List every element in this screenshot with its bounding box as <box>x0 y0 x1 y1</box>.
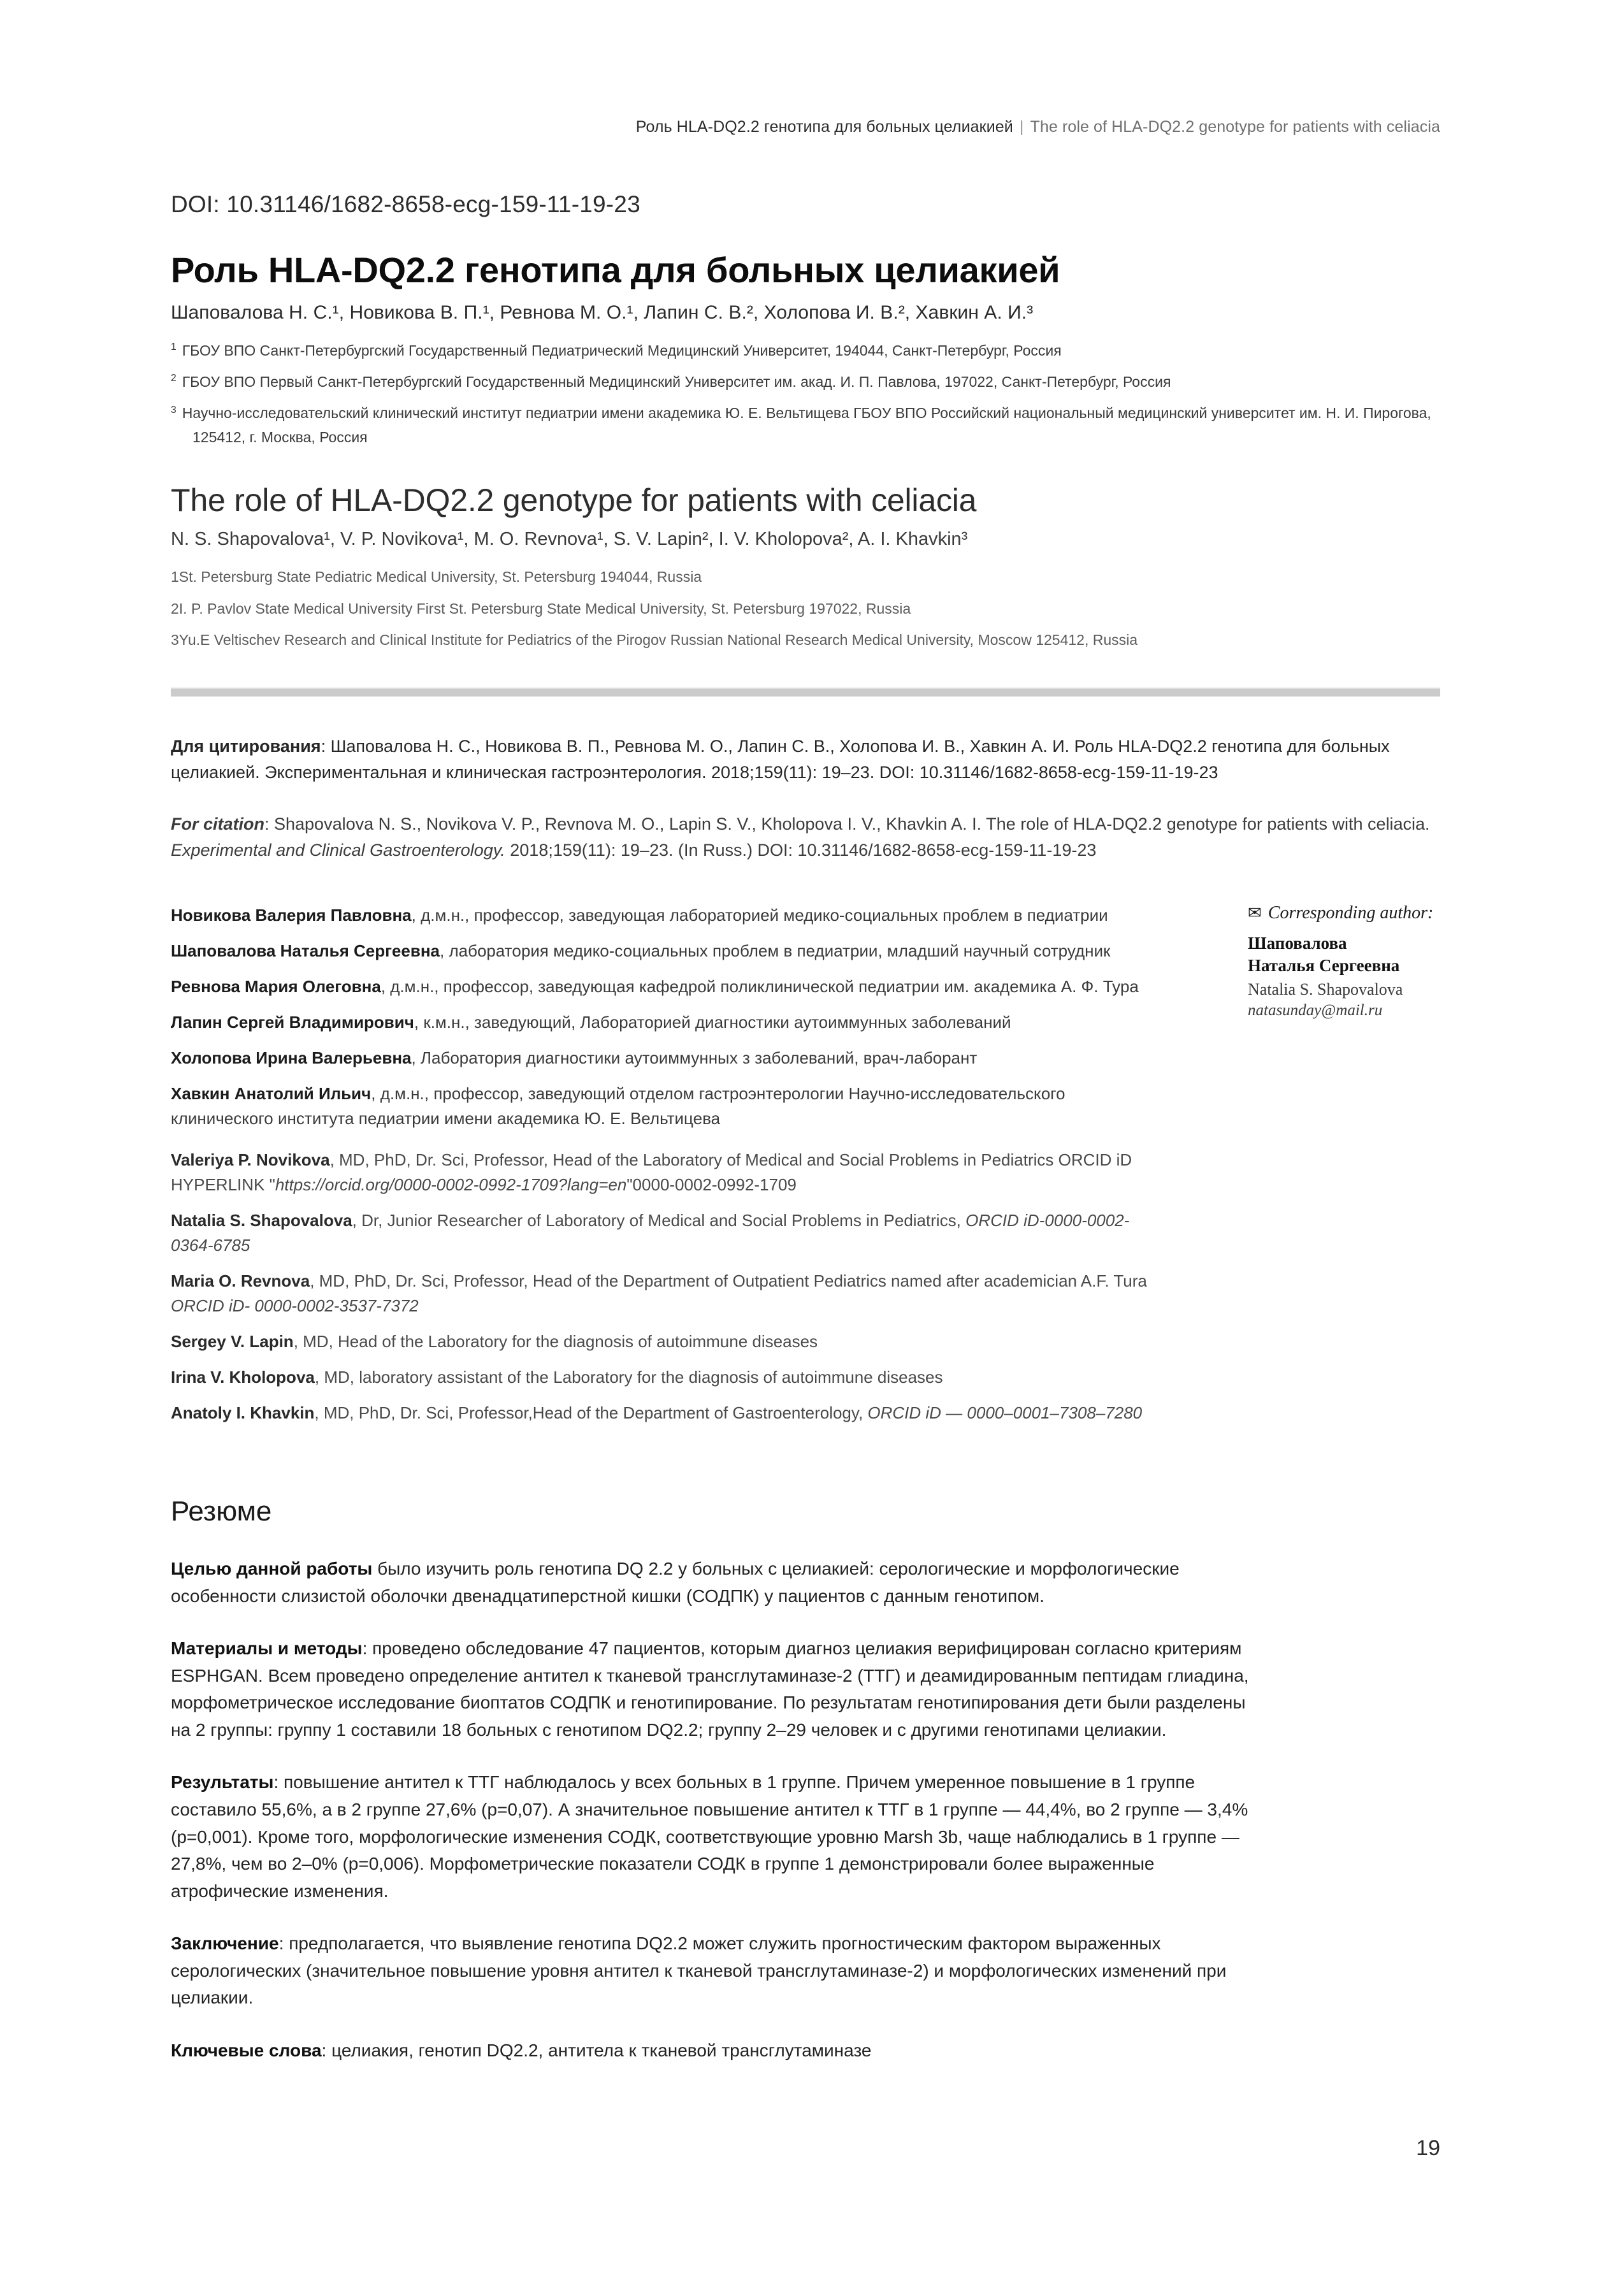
affiliation-text: ГБОУ ВПО Санкт-Петербургский Государственный Педиатрический Медицинский Университет, 194044, Санкт-Петербург, Россия <box>182 342 1062 359</box>
author-name: Maria O. Revnova <box>171 1271 310 1291</box>
author-role: , MD, PhD, Dr. Sci, Professor, Head of the Department of Outpatient Pediatrics named after academician A.F. Tura <box>310 1271 1147 1291</box>
affiliation-text: Научно-исследовательский клинический институт педиатрии имени академика Ю. Е. Вельтищева ГБОУ ВПО Российский национальный медицинский университет им. Н. И. Пирогова, 125412, г. Москва, Россия <box>182 405 1431 445</box>
affiliation-number: 1 <box>171 568 179 586</box>
author-bio-item <box>171 939 1165 964</box>
author-role: , лаборатория медико-социальных проблем в педиатрии, младший научный сотрудник <box>440 941 1111 961</box>
abstract-section-label: Материалы и методы <box>171 1638 363 1659</box>
author-orcid: ORCID iD — 0000–0001–7308–7280 <box>867 1403 1143 1423</box>
page-title-en: The role of HLA-DQ2.2 genotype for patients with celiacia <box>171 482 977 518</box>
author-name: Хавкин Анатолий Ильич <box>171 1084 372 1104</box>
author-role: , д.м.н., профессор, заведующая лабораторией медико-социальных проблем в педиатрии <box>411 906 1108 925</box>
abstract-section <box>171 1769 1254 1905</box>
author-bio-item <box>171 1269 1165 1318</box>
abstract-section-text: было изучить роль генотипа DQ 2.2 у больных с целиакией: серологические и морфологические особенности слизистой оболочки двенадцатиперстной кишки (СОДПК) у пациентов с данным генотипом. <box>171 1559 1180 1606</box>
citation-en-part2: 2018;159(11): 19–23. (In Russ.) DOI: 10.31146/1682-8658-ecg-159-11-19-23 <box>505 841 1097 860</box>
author-name: Новикова Валерия Павловна <box>171 906 412 925</box>
abstract-keywords <box>171 2037 1254 2065</box>
author-bio-item <box>171 1010 1165 1035</box>
corresponding-author-email[interactable]: natasunday@mail.ru <box>1248 1002 1383 1020</box>
running-head-en: The role of HLA-DQ2.2 genotype for patients with celiacia <box>1030 118 1440 136</box>
keywords-text: : целиакия, генотип DQ2.2, антитела к тканевой трансглутаминазе <box>321 2040 872 2060</box>
abstract-body <box>171 1556 1440 2064</box>
abstract-heading: Резюме <box>171 1496 272 1527</box>
author-bio-item <box>171 1329 1165 1354</box>
envelope-icon: ✉ <box>1248 904 1262 923</box>
running-head-separator: | <box>1019 118 1024 136</box>
author-bio-item <box>171 974 1165 999</box>
corresponding-author-surname: Шаповалова <box>1248 934 1347 953</box>
running-head <box>636 118 1440 136</box>
corresponding-author-label: Corresponding author: <box>1268 903 1434 923</box>
affiliation-number: 2 <box>171 373 177 384</box>
affiliations-ru <box>171 339 1440 449</box>
authors-list-ru: Шаповалова Н. С.¹, Новикова В. П.¹, Ревнова М. О.¹, Лапин С. В.², Холопова И. В.², Хавкин А. И.³ <box>171 301 1034 323</box>
author-role: , Dr, Junior Researcher of Laboratory of Medical and Social Problems in Pediatrics, <box>352 1211 966 1231</box>
author-name: Anatoly I. Khavkin <box>171 1403 315 1423</box>
author-role: , MD, PhD, Dr. Sci, Professor,Head of the Department of Gastroenterology, <box>314 1403 868 1423</box>
author-details-block <box>171 903 1440 1426</box>
abstract-section-text: : проведено обследование 47 пациентов, которым диагноз целиакия верифицирован согласно критериям ESPHGAN. Всем проведено определение антител к тканевой трансглутаминазе-2 (ТТГ) и деамидированным пептидам глиадина, морфометрическое исследование биоптатов СОДПК и генотипирование. По результатам генотипирования дети были разделены на 2 группы: группу 1 составили 18 больных с генотипом DQ2.2; группу 2–29 человек и с другими генотипами целиакии. <box>171 1638 1249 1740</box>
author-bio-item <box>171 903 1165 928</box>
keywords-label: Ключевые слова <box>171 2040 322 2060</box>
author-bios-en <box>171 1148 1165 1426</box>
author-name: Ревнова Мария Олеговна <box>171 977 381 997</box>
author-bios <box>171 903 1165 1426</box>
author-bios-ru <box>171 903 1165 1131</box>
page-number: 19 <box>1416 2136 1440 2160</box>
author-bio-item <box>171 1081 1165 1131</box>
affiliation-item <box>171 628 1440 652</box>
citation-en <box>171 811 1440 863</box>
affiliation-text: Yu.E Veltischev Research and Clinical Institute for Pediatrics of the Pirogov Russian National Research Medical University, Moscow 125412, Russia <box>178 631 1138 648</box>
author-orcid: ORCID iD-0000-0002-0364-6785 <box>171 1211 1130 1255</box>
corresponding-author-given: Наталья Сергеевна <box>1248 955 1400 975</box>
citation-ru-body: : Шаповалова Н. С., Новикова В. П., Ревнова М. О., Лапин С. В., Холопова И. В., Хавкин А. И. Роль HLA-DQ2.2 генотипа для больных целиакией. Экспериментальная и клиническая гастроэнтерология. 2018;159(11): 19–23. DOI: 10.31146/1682-8658-ecg-159-11-19-23 <box>171 737 1390 783</box>
author-role: , д.м.н., профессор, заведующий отделом гастроэнтерологии Научно-исследовательского клинического института педиатрии имени академика Ю. Е. Вельтицева <box>171 1084 1066 1129</box>
article-content <box>171 191 1440 2090</box>
abstract-section <box>171 1556 1254 1610</box>
author-orcid: https://orcid.org/0000-0002-0992-1709?lang=en <box>275 1175 627 1195</box>
corresponding-author-name-en: Natalia S. Shapovalova <box>1248 980 1403 999</box>
affiliation-number: 1 <box>171 342 177 353</box>
author-bio-item <box>171 1208 1165 1258</box>
author-name: Лапин Сергей Владимирович <box>171 1013 414 1032</box>
running-head-ru: Роль HLA-DQ2.2 генотипа для больных целиакией <box>635 118 1013 136</box>
affiliation-text: St. Petersburg State Pediatric Medical University, St. Petersburg 194044, Russia <box>178 568 702 586</box>
doi-line: DOI: 10.31146/1682-8658-ecg-159-11-19-23 <box>171 191 640 217</box>
citation-en-journal: Experimental and Clinical Gastroenterology. <box>171 841 505 860</box>
author-name: Холопова Ирина Валерьевна <box>171 1048 412 1068</box>
author-orcid: ORCID iD- 0000-0002-3537-7372 <box>171 1296 419 1316</box>
author-name: Sergey V. Lapin <box>171 1332 294 1352</box>
author-orcid-tail: "0000-0002-0992-1709 <box>626 1175 797 1195</box>
author-role: , д.м.н., профессор, заведующая кафедрой поликлинической педиатрии им. академика А. Ф. Тура <box>380 977 1139 997</box>
abstract-section-text: : повышение антител к ТТГ наблюдалось у всех больных в 1 группе. Причем умеренное повышение в 1 группе составило 55,6%, а в 2 группе 27,6% (p=0,07). А значительное повышение антител к ТТГ в 1 группе — 44,4%, во 2 группе — 3,4% (p=0,001). Кроме того, морфологические изменения СОДК, соответствующие уровню Marsh 3b, чаще наблюдались в 1 группе — 27,8%, чем во 2–0% (p=0,006). Морфометрические показатели СОДК в группе 1 демонстрировали более выраженные атрофические изменения. <box>171 1772 1248 1901</box>
citation-en-label: For citation <box>171 814 264 834</box>
affiliation-text: ГБОУ ВПО Первый Санкт-Петербургский Государственный Медицинский Университет им. акад. И. П. Павлова, 197022, Санкт-Петербург, Россия <box>182 373 1171 391</box>
author-bio-item <box>171 1148 1165 1197</box>
affiliation-item <box>171 597 1440 621</box>
affiliation-text: I. P. Pavlov State Medical University First St. Petersburg State Medical University, St. Petersburg 197022, Russia <box>178 600 911 617</box>
author-bio-item <box>171 1401 1165 1426</box>
abstract-section <box>171 1635 1254 1744</box>
authors-list-en: N. S. Shapovalova¹, V. P. Novikova¹, M. O. Revnova¹, S. V. Lapin², I. V. Kholopova², A. I. Khavkin³ <box>171 529 968 550</box>
affiliation-number: 2 <box>171 600 179 617</box>
citation-en-part1: : Shapovalova N. S., Novikova V. P., Revnova M. O., Lapin S. V., Kholopova I. V., Khavkin A. I. The role of HLA-DQ2.2 genotype for patients with celiacia. <box>264 814 1430 834</box>
abstract-section <box>171 1930 1254 2012</box>
affiliation-item <box>171 339 1440 363</box>
author-bio-item <box>171 1046 1165 1071</box>
author-name: Natalia S. Shapovalova <box>171 1211 352 1231</box>
author-name: Valeriya P. Novikova <box>171 1150 330 1170</box>
affiliation-number: 3 <box>171 404 177 415</box>
abstract-section-label: Заключение <box>171 1933 279 1954</box>
corresponding-author-box <box>1248 903 1458 1020</box>
abstract-section-label: Результаты <box>171 1772 274 1793</box>
section-divider <box>171 688 1440 697</box>
citation-ru-label: Для цитирования <box>171 737 321 756</box>
author-name: Шаповалова Наталья Сергеевна <box>171 941 440 961</box>
affiliation-item <box>171 401 1440 449</box>
author-role: , MD, laboratory assistant of the Laboratory for the diagnosis of autoimmune diseases <box>314 1368 943 1387</box>
author-role: , MD, Head of the Laboratory for the diagnosis of autoimmune diseases <box>293 1332 818 1352</box>
abstract-section-text: : предполагается, что выявление генотипа DQ2.2 может служить прогностическим фактором выраженных серологических (значительное повышение уровня антител к тканевой трансглутаминазе-2) и морфологических изменений при целиакии. <box>171 1933 1227 2008</box>
affiliation-item <box>171 565 1440 589</box>
corresponding-author-name-ru <box>1248 932 1458 976</box>
abstract-section-label: Целью данной работы <box>171 1559 373 1579</box>
author-name: Irina V. Kholopova <box>171 1368 315 1387</box>
corresponding-author-heading <box>1248 903 1458 923</box>
affiliations-en <box>171 565 1440 652</box>
affiliation-item <box>171 370 1440 394</box>
affiliation-number: 3 <box>171 631 179 648</box>
citation-ru <box>171 733 1440 786</box>
author-role: , Лаборатория диагностики аутоиммунных з заболеваний, врач-лаборант <box>411 1048 978 1068</box>
author-bio-item <box>171 1365 1165 1390</box>
author-role: , к.м.н., заведующий, Лабораторией диагностики аутоиммунных заболеваний <box>414 1013 1011 1032</box>
author-role: , MD, PhD, Dr. Sci, Professor, Head of the Laboratory of Medical and Social Problems in Pediatrics ORCID iD HYPERLINK " <box>171 1150 1132 1195</box>
page-title-ru: Роль HLA-DQ2.2 генотипа для больных целиакией <box>171 250 1060 290</box>
